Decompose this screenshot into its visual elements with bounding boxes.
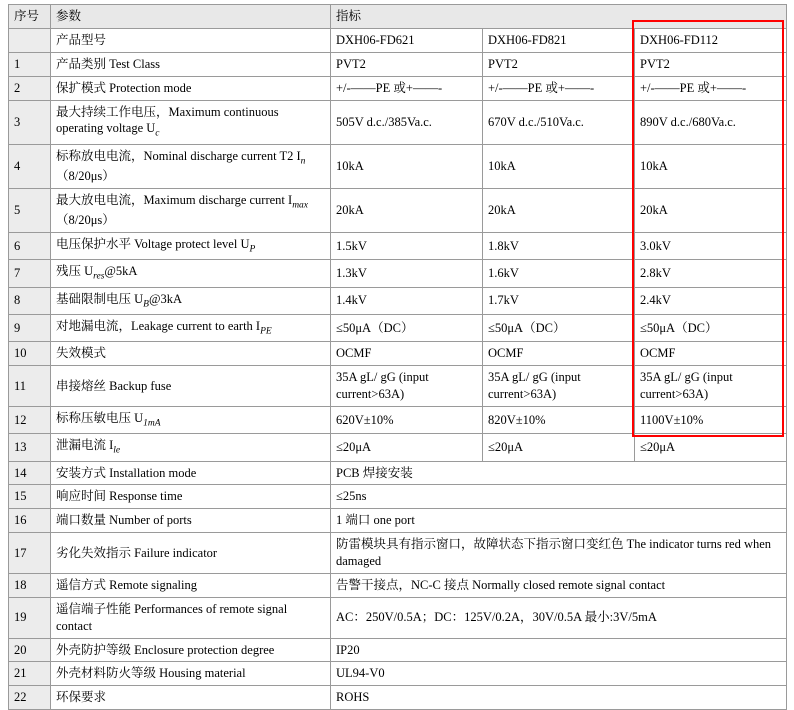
table-row <box>9 366 787 407</box>
row-index: 17 <box>9 533 51 574</box>
row-value-2: 1.8kV <box>483 233 635 260</box>
param-line-1: 标称压敏电压 U <box>56 410 144 425</box>
table-row <box>9 76 787 100</box>
param-subscript: 1mA <box>143 418 161 429</box>
row-index: 18 <box>9 573 51 597</box>
model-3: DXH06-FD112 <box>635 28 787 52</box>
param-subscript: P <box>249 244 256 255</box>
table-row <box>9 686 787 710</box>
row-value-2: OCMF <box>483 342 635 366</box>
row-value-3: 35A gL/ gG (input current>63A) <box>635 366 787 407</box>
row-index: 15 <box>9 485 51 509</box>
table-row <box>9 144 787 188</box>
row-parameter <box>51 434 331 461</box>
param-subscript: PE <box>260 326 272 337</box>
param-line-1: 泄漏电流 I <box>56 438 114 453</box>
row-parameter <box>51 144 331 188</box>
row-value-2: ≤20μA <box>483 434 635 461</box>
row-parameter <box>51 260 331 287</box>
table-row-model <box>9 28 787 52</box>
row-value-span: PCB 焊接安装 <box>331 461 787 485</box>
spec-sheet <box>8 4 786 710</box>
row-value-3: 10kA <box>635 144 787 188</box>
row-parameter: 遥信方式 Remote signaling <box>51 573 331 597</box>
row-value-2: 820V±10% <box>483 406 635 433</box>
row-value-span: ROHS <box>331 686 787 710</box>
table-row <box>9 509 787 533</box>
row-index: 12 <box>9 406 51 433</box>
row-value-span: AC：250V/0.5A；DC：125V/0.2A，30V/0.5A 最小:3V/5mA <box>331 597 787 638</box>
row-value-3: ≤20μA <box>635 434 787 461</box>
row-value-3: OCMF <box>635 342 787 366</box>
row-parameter: 产品类别 Test Class <box>51 52 331 76</box>
row-value-1: 20kA <box>331 188 483 232</box>
row-value-3: +/-——PE 或+——- <box>635 76 787 100</box>
row-index: 19 <box>9 597 51 638</box>
row-value-3: 20kA <box>635 188 787 232</box>
param-line-2: @3kA <box>148 291 183 306</box>
table-row <box>9 662 787 686</box>
row-value-2: 20kA <box>483 188 635 232</box>
row-parameter <box>51 287 331 314</box>
row-value-1: 1.5kV <box>331 233 483 260</box>
param-line-1: 最大持续工作电压，Maximum continuous <box>56 104 279 119</box>
param-subscript: le <box>113 445 121 456</box>
row-index: 14 <box>9 461 51 485</box>
row-value-2: PVT2 <box>483 52 635 76</box>
row-index: 10 <box>9 342 51 366</box>
row-index: 11 <box>9 366 51 407</box>
row-value-2: ≤50μA（DC） <box>483 315 635 342</box>
row-value-3: 890V d.c./680Va.c. <box>635 100 787 144</box>
row-parameter <box>51 406 331 433</box>
table-row <box>9 597 787 638</box>
row-value-1: +/-——PE 或+——- <box>331 76 483 100</box>
row-parameter: 外壳防护等级 Enclosure protection degree <box>51 638 331 662</box>
param-line-1: 基础限制电压 U <box>56 291 144 306</box>
param-subscript: c <box>155 128 160 139</box>
row-value-1: PVT2 <box>331 52 483 76</box>
param-line-1: 残压 U <box>56 264 94 279</box>
row-value-span: ≤25ns <box>331 485 787 509</box>
row-value-3: PVT2 <box>635 52 787 76</box>
row-index: 3 <box>9 100 51 144</box>
row-index: 1 <box>9 52 51 76</box>
row-parameter: 安装方式 Installation mode <box>51 461 331 485</box>
row-label-model: 产品型号 <box>51 28 331 52</box>
param-line-1: 电压保护水平 Voltage protect level U <box>56 237 250 252</box>
row-value-2: 35A gL/ gG (input current>63A) <box>483 366 635 407</box>
header-spec: 指标 <box>331 5 787 29</box>
row-parameter: 响应时间 Response time <box>51 485 331 509</box>
row-index: 7 <box>9 260 51 287</box>
row-value-3: ≤50μA（DC） <box>635 315 787 342</box>
param-line-2: @5kA <box>104 264 138 279</box>
param-subscript: B <box>143 299 149 310</box>
row-value-1: 35A gL/ gG (input current>63A) <box>331 366 483 407</box>
table-row <box>9 485 787 509</box>
table-row <box>9 315 787 342</box>
row-value-1: ≤50μA（DC） <box>331 315 483 342</box>
table-row <box>9 100 787 144</box>
row-value-span: IP20 <box>331 638 787 662</box>
table-row <box>9 52 787 76</box>
row-parameter <box>51 188 331 232</box>
table-row <box>9 260 787 287</box>
row-value-1: ≤20μA <box>331 434 483 461</box>
row-index: 16 <box>9 509 51 533</box>
row-value-2: +/-——PE 或+——- <box>483 76 635 100</box>
model-1: DXH06-FD621 <box>331 28 483 52</box>
param-subscript: n <box>300 156 306 167</box>
row-index: 20 <box>9 638 51 662</box>
row-index: 6 <box>9 233 51 260</box>
row-parameter <box>51 315 331 342</box>
table-row <box>9 342 787 366</box>
row-value-2: 1.7kV <box>483 287 635 314</box>
row-value-2: 10kA <box>483 144 635 188</box>
row-parameter: 劣化失效指示 Failure indicator <box>51 533 331 574</box>
row-index: 13 <box>9 434 51 461</box>
param-subscript: max <box>292 200 309 211</box>
row-parameter: 外壳材料防火等级 Housing material <box>51 662 331 686</box>
param-line-1: 标称放电电流，Nominal discharge current T2 I <box>56 148 301 163</box>
table-row <box>9 287 787 314</box>
row-value-span: 告警干接点，NC-C 接点 Normally closed remote signal contact <box>331 573 787 597</box>
row-value-span: 1 端口 one port <box>331 509 787 533</box>
row-value-span: UL94-V0 <box>331 662 787 686</box>
row-value-3: 2.4kV <box>635 287 787 314</box>
table-row <box>9 406 787 433</box>
row-parameter: 端口数量 Number of ports <box>51 509 331 533</box>
table-row <box>9 638 787 662</box>
row-value-1: 620V±10% <box>331 406 483 433</box>
table-row <box>9 434 787 461</box>
model-2: DXH06-FD821 <box>483 28 635 52</box>
row-value-1: 10kA <box>331 144 483 188</box>
row-index: 5 <box>9 188 51 232</box>
table-row <box>9 533 787 574</box>
row-index-empty <box>9 28 51 52</box>
table-row <box>9 573 787 597</box>
row-index: 21 <box>9 662 51 686</box>
row-index: 9 <box>9 315 51 342</box>
row-value-3: 3.0kV <box>635 233 787 260</box>
param-subscript: res <box>93 271 105 282</box>
header-index: 序号 <box>9 5 51 29</box>
specification-table <box>8 4 787 710</box>
row-parameter <box>51 100 331 144</box>
param-line-2: operating voltage U <box>56 121 156 136</box>
table-row <box>9 233 787 260</box>
row-value-1: 1.3kV <box>331 260 483 287</box>
header-parameter: 参数 <box>51 5 331 29</box>
row-parameter: 保扩模式 Protection mode <box>51 76 331 100</box>
row-value-1: OCMF <box>331 342 483 366</box>
table-row <box>9 461 787 485</box>
row-parameter: 串接熔丝 Backup fuse <box>51 366 331 407</box>
row-value-3: 2.8kV <box>635 260 787 287</box>
row-index: 8 <box>9 287 51 314</box>
param-line-1: 对地漏电流，Leakage current to earth I <box>56 319 261 333</box>
row-index: 4 <box>9 144 51 188</box>
row-value-1: 505V d.c./385Va.c. <box>331 100 483 144</box>
row-parameter: 失效模式 <box>51 342 331 366</box>
row-value-span: 防雷模块具有指示窗口，故障状态下指示窗口变红色 The indicator turns red when damaged <box>331 533 787 574</box>
row-value-2: 1.6kV <box>483 260 635 287</box>
param-line-1: 最大放电电流，Maximum discharge current I <box>56 192 293 207</box>
row-parameter: 环保要求 <box>51 686 331 710</box>
row-parameter <box>51 233 331 260</box>
row-index: 22 <box>9 686 51 710</box>
param-line-2: （8/20μs） <box>56 169 115 183</box>
row-value-2: 670V d.c./510Va.c. <box>483 100 635 144</box>
param-line-2: （8/20μs） <box>56 213 115 228</box>
table-header-row <box>9 5 787 29</box>
table-row <box>9 188 787 232</box>
row-parameter: 遥信端子性能 Performances of remote signal contact <box>51 597 331 638</box>
row-value-3: 1100V±10% <box>635 406 787 433</box>
row-index: 2 <box>9 76 51 100</box>
row-value-1: 1.4kV <box>331 287 483 314</box>
